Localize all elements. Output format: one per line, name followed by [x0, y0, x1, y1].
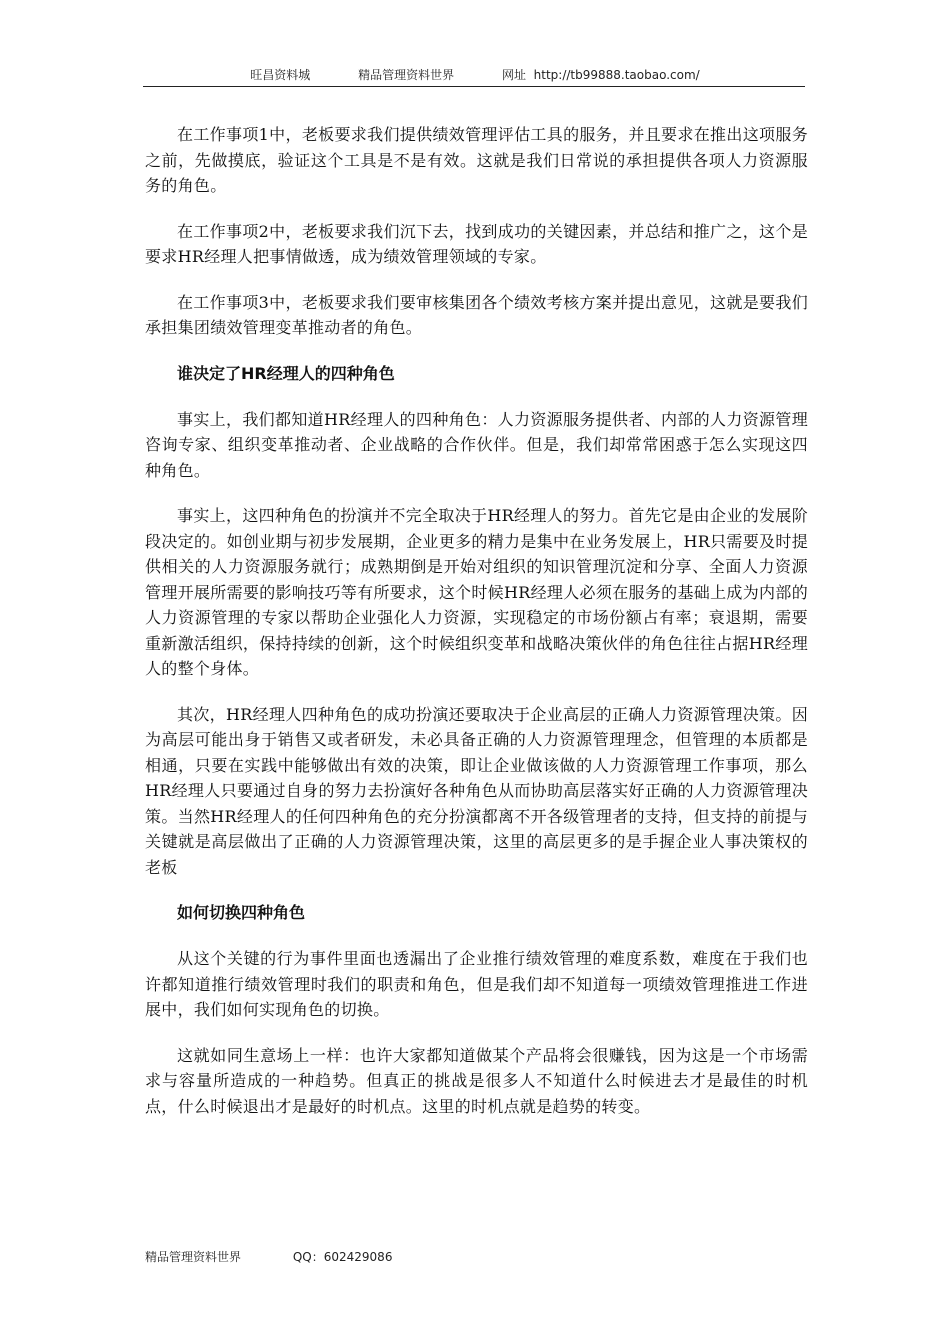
paragraph: 在工作事项3中，老板要求我们要审核集团各个绩效考核方案并提出意见，这就是要我们承担集团绩效管理变革推动者的角色。 — [145, 292, 808, 337]
section-heading: 如何切换四种角色 — [177, 903, 306, 922]
header-url-link[interactable]: http://tb99888.taobao.com/ — [533, 68, 700, 82]
header-brand: 精品管理资料世界 — [358, 68, 455, 82]
header-site-name: 旺昌资料城 — [250, 68, 311, 82]
paragraph: 在工作事项2中，老板要求我们沉下去，找到成功的关键因素，并总结和推广之，这个是要求HR经理人把事情做透，成为绩效管理领域的专家。 — [145, 221, 808, 266]
paragraph: 事实上，我们都知道HR经理人的四种角色：人力资源服务提供者、内部的人力资源管理咨询专家、组织变革推动者、企业战略的合作伙伴。但是，我们却常常困惑于怎么实现这四种角色。 — [145, 409, 808, 480]
footer-brand: 精品管理资料世界 — [145, 1250, 242, 1264]
paragraph: 这就如同生意场上一样：也许大家都知道做某个产品将会很赚钱，因为这是一个市场需求与容量所造成的一种趋势。但真正的挑战是很多人不知道什么时候进去才是最佳的时机点，什么时候退出才是最好的时机点。这里的时机点就是趋势的转变。 — [145, 1045, 808, 1116]
page-header — [0, 66, 950, 83]
page-footer — [145, 1248, 440, 1265]
header-url-group — [502, 68, 700, 82]
paragraph: 事实上，这四种角色的扮演并不完全取决于HR经理人的努力。首先它是由企业的发展阶段决定的。如创业期与初步发展期，企业更多的精力是集中在业务发展上，HR只需要及时提供相关的人力资源服务就行；成熟期倒是开始对组织的知识管理沉淀和分享、全面人力资源管理开展所需要的影响技巧等有所要求，这个时候HR经理人必须在服务的基础上成为内部的人力资源管理的专家以帮助企业强化人力资源，实现稳定的市场份额占有率；衰退期，需要重新激活组织，保持持续的创新，这个时候组织变革和战略决策伙伴的角色往往占据HR经理人的整个身体。 — [145, 506, 808, 678]
header-url-label: 网址 — [501, 68, 526, 82]
paragraph: 从这个关键的行为事件里面也透漏出了企业推行绩效管理的难度系数，难度在于我们也许都知道推行绩效管理时我们的职责和角色，但是我们却不知道每一项绩效管理推进工作进展中，我们如何实现角色的切换。 — [145, 949, 808, 1019]
header-divider — [143, 86, 805, 87]
document-body — [145, 122, 808, 1139]
section-heading: 谁决定了HR经理人的四种角色 — [177, 363, 395, 383]
paragraph: 其次，HR经理人四种角色的成功扮演还要取决于企业高层的正确人力资源管理决策。因为高层可能出身于销售又或者研发，未必具备正确的人力资源管理理念，但管理的本质都是相通，只要在实践中能够做出有效的决策，即让企业做该做的人力资源管理工作事项，那么HR经理人只要通过自身的努力去扮演好各种角色从而协助高层落实好正确的人力资源管理决策。当然HR经理人的任何四种角色的充分扮演都离不开各级管理者的支持，但支持的前提与关键就是高层做出了正确的人力资源管理决策，这里的高层更多的是手握企业人事决策权的老板 — [145, 704, 808, 877]
footer-qq: QQ：602429086 — [292, 1250, 393, 1264]
paragraph: 在工作事项1中，老板要求我们提供绩效管理评估工具的服务，并且要求在推出这项服务之前，先做摸底，验证这个工具是不是有效。这就是我们日常说的承担提供各项人力资源服务的角色。 — [145, 125, 808, 195]
